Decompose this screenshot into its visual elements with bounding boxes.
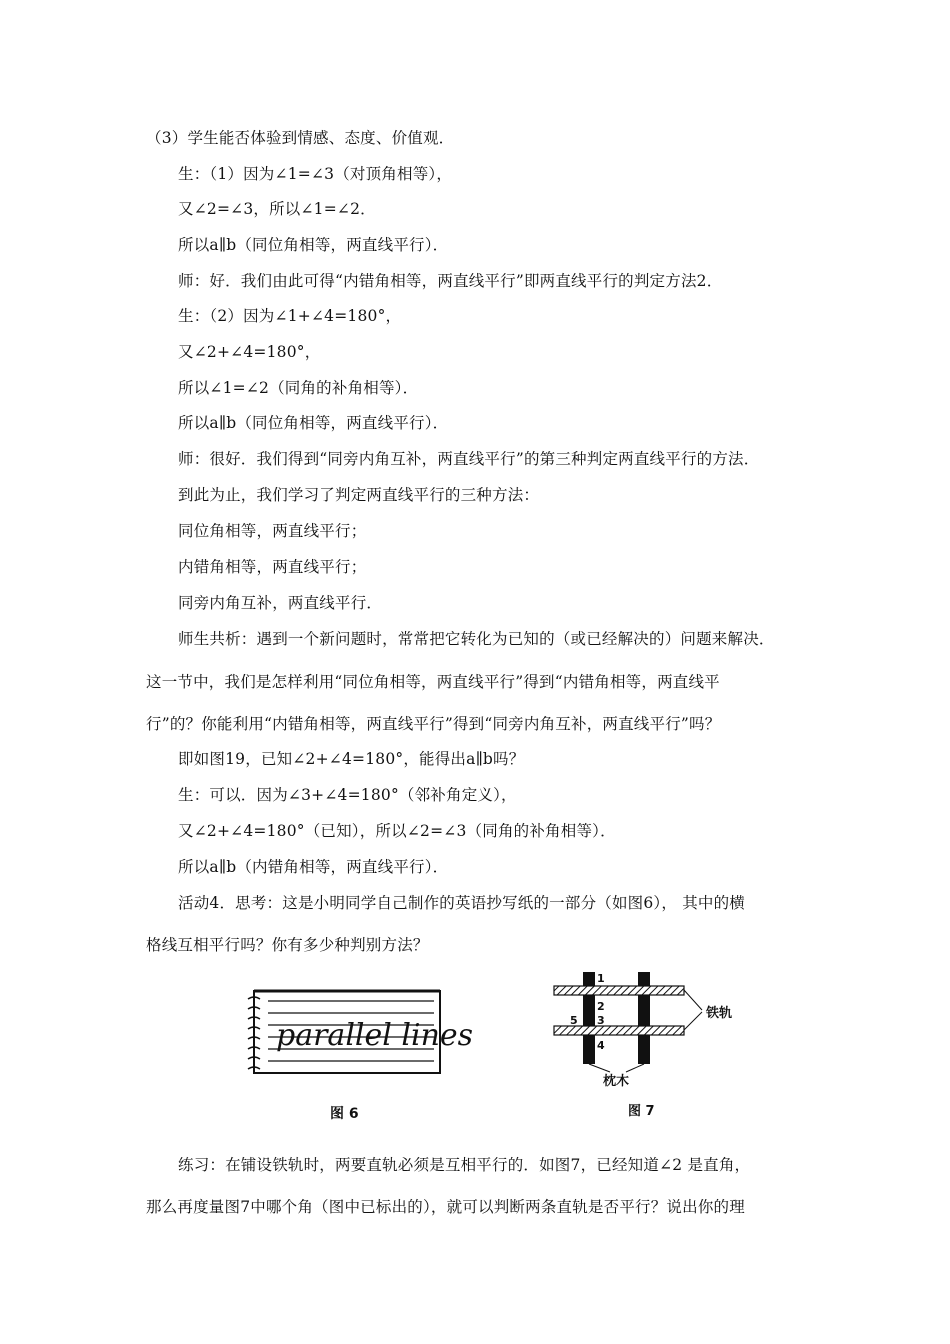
paragraph: 行”的？你能利用“内错角相等，两直线平行”得到“同旁内角互补，两直线平行”吗？ <box>146 715 721 733</box>
figure-6-handwriting: parallel lines <box>276 1018 474 1053</box>
paragraph: 师：很好．我们得到“同旁内角互补，两直线平行”的第三种判定两直线平行的方法． <box>178 450 760 468</box>
angle-label-2: 2 <box>597 1000 605 1013</box>
paragraph: 即如图19，已知∠2+∠4=180°，能得出a∥b吗？ <box>178 750 525 768</box>
paragraph: 所以a∥b（内错角相等，两直线平行）． <box>178 858 449 876</box>
paragraph: 同位角相等，两直线平行； <box>178 522 367 540</box>
paragraph: （3）学生能否体验到情感、态度、价值观． <box>146 129 455 147</box>
angle-label-4: 4 <box>597 1039 605 1052</box>
paragraph: 又∠2+∠4=180°， <box>178 343 321 361</box>
paragraph: 师生共析：遇到一个新问题时，常常把它转化为已知的（或已经解决的）问题来解决． <box>178 630 775 648</box>
figure-7-caption: 图 7 <box>628 1104 655 1119</box>
paragraph: 到此为止，我们学习了判定两直线平行的三种方法： <box>178 486 540 504</box>
paragraph: 生：可以．因为∠3+∠4=180°（邻补角定义）， <box>178 786 517 804</box>
paragraph: 生：（1）因为∠1=∠3（对顶角相等）， <box>178 165 453 183</box>
figure-7-railway-diagram <box>548 968 748 1088</box>
paragraph: 又∠2+∠4=180°（已知），所以∠2=∠3（同角的补角相等）． <box>178 822 616 840</box>
rail-top <box>554 986 684 995</box>
paragraph: 格线互相平行吗？你有多少种判别方法？ <box>146 936 429 954</box>
angle-label-1: 1 <box>597 972 605 985</box>
rail-bottom <box>554 1026 684 1035</box>
paragraph: 又∠2=∠3，所以∠1=∠2． <box>178 200 376 218</box>
angle-label-3: 3 <box>597 1014 605 1027</box>
paragraph: 生：（2）因为∠1+∠4=180°， <box>178 307 402 325</box>
figure-6-caption: 图 6 <box>330 1106 359 1122</box>
paragraph: 内错角相等，两直线平行； <box>178 558 367 576</box>
label-sleeper: 枕木 <box>603 1074 630 1089</box>
paragraph: 所以∠1=∠2（同角的补角相等）． <box>178 379 419 397</box>
paragraph: 练习：在铺设铁轨时，两要直轨必须是互相平行的．如图7，已经知道∠2 是直角， <box>178 1156 751 1174</box>
label-rail: 铁轨 <box>706 1006 733 1021</box>
paragraph: 所以a∥b（同位角相等，两直线平行）． <box>178 236 449 254</box>
paragraph: 那么再度量图7中哪个角（图中已标出的），就可以判断两条直轨是否平行？说出你的理 <box>146 1198 745 1216</box>
paragraph: 这一节中，我们是怎样利用“同位角相等，两直线平行”得到“内错角相等，两直线平 <box>146 673 720 691</box>
angle-label-5: 5 <box>570 1014 578 1027</box>
paragraph: 师：好．我们由此可得“内错角相等，两直线平行”即两直线平行的判定方法2． <box>178 272 723 290</box>
paragraph: 活动4．思考：这是小明同学自己制作的英语抄写纸的一部分（如图6）， 其中的横 <box>178 894 746 912</box>
figure-6-notebook-illustration <box>244 985 474 1080</box>
paragraph: 同旁内角互补，两直线平行． <box>178 594 383 612</box>
paragraph: 所以a∥b（同位角相等，两直线平行）． <box>178 414 449 432</box>
